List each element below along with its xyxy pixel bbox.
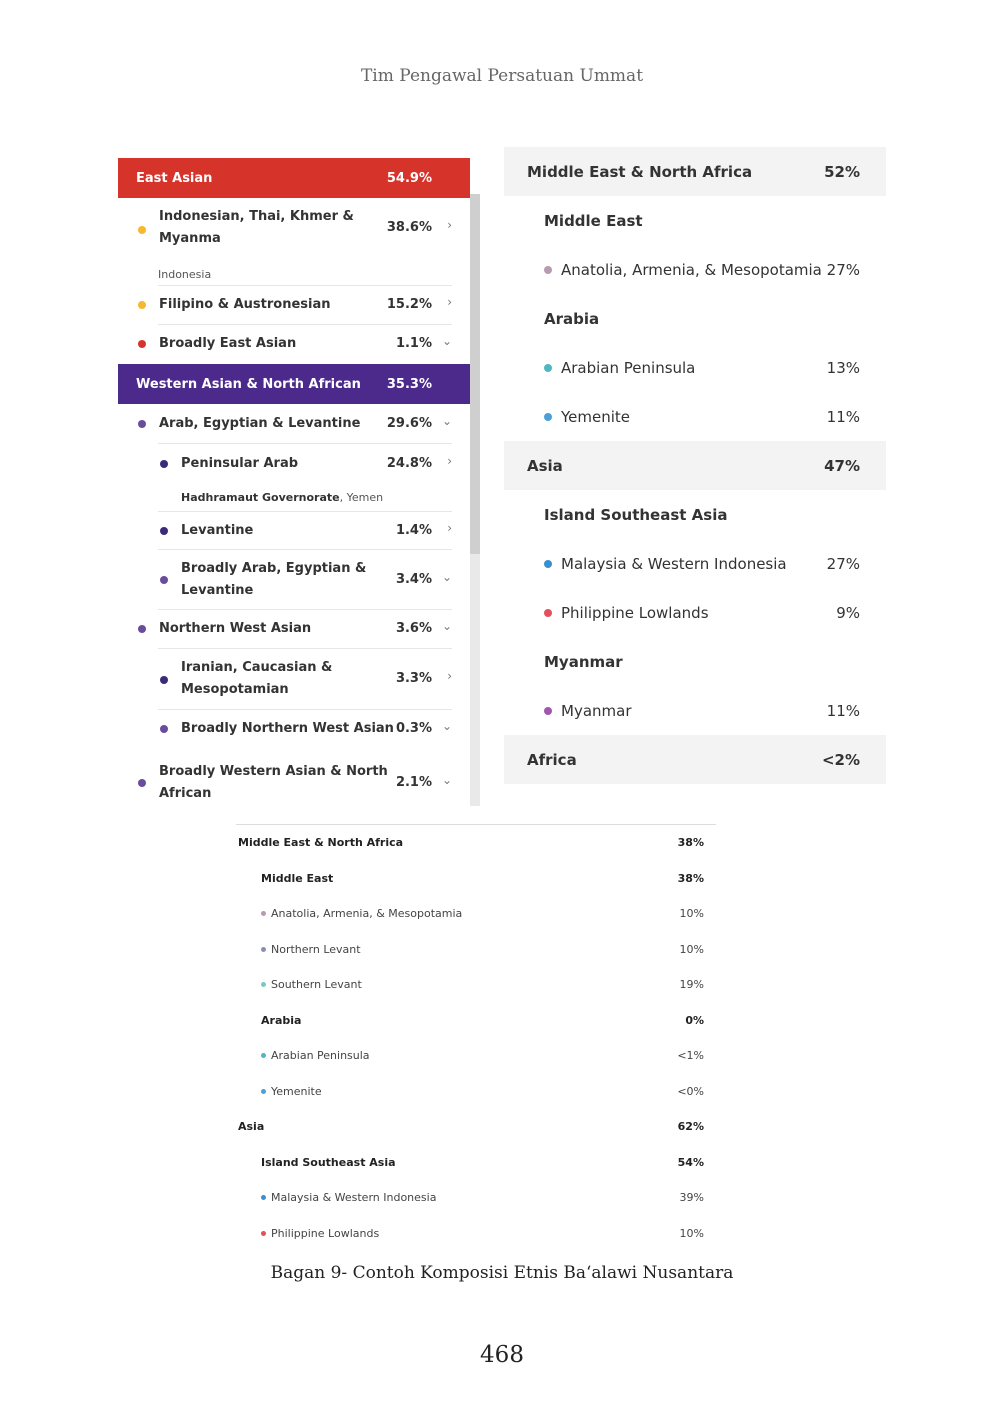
subregion-pct: 38% xyxy=(677,871,704,885)
ancestry-breakdown-panel xyxy=(108,152,484,806)
row-label: Northern West Asian xyxy=(159,621,312,636)
purple-dot-icon xyxy=(138,625,146,633)
population-label: Malaysia & Western Indonesia xyxy=(561,554,787,573)
subregion-row xyxy=(504,637,886,686)
subregion-row xyxy=(236,1003,716,1039)
running-header: Tim Pengawal Persatuan Ummat xyxy=(360,66,644,86)
region-label: Africa xyxy=(527,750,577,769)
population-row xyxy=(236,1038,716,1074)
population-pct: 10% xyxy=(679,942,704,956)
population-row xyxy=(504,539,886,588)
population-label: Anatolia, Armenia, & Mesopotamia xyxy=(271,907,463,921)
subregion-label: Middle East xyxy=(544,211,643,230)
subregion-label: Island Southeast Asia xyxy=(544,505,728,524)
population-pct: 10% xyxy=(679,1226,704,1240)
population-row xyxy=(504,392,886,441)
population-label: Southern Levant xyxy=(271,978,362,992)
list-item[interactable] xyxy=(118,610,470,649)
row-label: Broadly Western Asian & North African xyxy=(159,764,388,801)
region-pct: 38% xyxy=(677,836,704,850)
subregion-label: Myanmar xyxy=(544,652,623,671)
population-label: Philippine Lowlands xyxy=(561,603,709,622)
population-label: Northern Levant xyxy=(271,942,361,956)
row-label: Levantine xyxy=(181,523,254,538)
population-label: Myanmar xyxy=(561,701,632,720)
list-item[interactable] xyxy=(118,325,470,364)
population-row xyxy=(236,1074,716,1110)
region-pct: 47% xyxy=(824,456,860,475)
region-row xyxy=(504,441,886,490)
indigo-dot-icon xyxy=(160,460,168,468)
mauve-dot-icon xyxy=(544,266,552,274)
population-pct: 9% xyxy=(836,603,860,622)
list-item[interactable] xyxy=(118,749,470,806)
population-pct: 27% xyxy=(826,260,860,279)
population-pct: 27% xyxy=(826,554,860,573)
region-label: Middle East & North Africa xyxy=(527,162,753,181)
population-row xyxy=(236,967,716,1003)
blue-dot-icon xyxy=(261,1089,266,1094)
row-note xyxy=(118,482,470,512)
region-label: Asia xyxy=(238,1120,265,1134)
purple-dot-icon xyxy=(160,576,168,584)
population-pct: 11% xyxy=(826,701,860,720)
subregion-pct: 0% xyxy=(685,1013,704,1027)
population-row xyxy=(236,932,716,968)
row-label: Peninsular Arab xyxy=(181,456,299,471)
subregion-label: Arabia xyxy=(544,309,600,328)
blue-dot-icon xyxy=(544,560,552,568)
population-row xyxy=(504,343,886,392)
western-asian-pct: 35.3% xyxy=(386,376,432,392)
population-row xyxy=(504,245,886,294)
subregion-row xyxy=(504,294,886,343)
population-row xyxy=(236,1216,716,1252)
purple-dot-icon xyxy=(160,725,168,733)
subregion-label: Middle East xyxy=(261,871,334,885)
east-asian-label: East Asian xyxy=(136,170,213,186)
population-label: Philippine Lowlands xyxy=(271,1226,380,1240)
region-row xyxy=(504,147,886,196)
slate-dot-icon xyxy=(261,947,266,952)
population-label: Malaysia & Western Indonesia xyxy=(271,1191,437,1205)
red-dot-icon xyxy=(261,1231,266,1236)
population-pct: 10% xyxy=(679,907,704,921)
region-label: Asia xyxy=(527,456,563,475)
yellow-dot-icon xyxy=(138,301,146,309)
row-pct: 2.1% xyxy=(395,775,432,790)
chevron-right-icon[interactable]: › xyxy=(447,669,452,683)
row-pct: 3.6% xyxy=(395,621,432,636)
east-asian-header[interactable] xyxy=(118,158,470,198)
row-label: Broadly Arab, Egyptian & Levantine xyxy=(181,561,367,598)
population-pct: 11% xyxy=(826,407,860,426)
page-number: 468 xyxy=(480,1342,524,1368)
list-item[interactable] xyxy=(118,649,470,710)
region-row xyxy=(236,825,716,861)
row-label: Broadly East Asian xyxy=(159,336,297,351)
region-pct: 62% xyxy=(677,1120,704,1134)
row-pct: 3.3% xyxy=(395,671,432,686)
chevron-right-icon[interactable]: › xyxy=(447,295,452,309)
red-dot-icon xyxy=(544,609,552,617)
population-label: Arabian Peninsula xyxy=(271,1049,370,1063)
row-label: Iranian, Caucasian & Mesopotamian xyxy=(181,660,333,697)
population-row xyxy=(504,686,886,735)
subregion-label: Arabia xyxy=(261,1013,302,1027)
region-detail-table xyxy=(236,824,716,1253)
list-item[interactable] xyxy=(118,198,470,262)
row-label: Filipino & Austronesian xyxy=(159,297,331,312)
teal-dot-icon xyxy=(261,1053,266,1058)
chevron-down-icon[interactable]: ⌄ xyxy=(441,719,452,733)
row-pct: 1.1% xyxy=(395,336,432,351)
list-item[interactable] xyxy=(118,710,470,749)
subregion-row xyxy=(504,490,886,539)
region-pct: 52% xyxy=(824,162,860,181)
subregion-label: Island Southeast Asia xyxy=(261,1155,396,1169)
east-asian-pct: 54.9% xyxy=(386,170,432,186)
aqua-dot-icon xyxy=(261,982,266,987)
region-row xyxy=(236,1109,716,1145)
population-row xyxy=(236,896,716,932)
scrollbar-thumb[interactable] xyxy=(470,194,480,554)
note-text: Indonesia xyxy=(158,267,212,281)
list-item[interactable] xyxy=(118,550,470,610)
note-country: , Yemen xyxy=(339,490,384,504)
row-label: Indonesian, Thai, Khmer & Myanma xyxy=(159,209,354,246)
chevron-right-icon[interactable]: › xyxy=(447,218,452,232)
list-item[interactable] xyxy=(118,512,470,550)
indigo-dot-icon xyxy=(160,676,168,684)
row-pct: 1.4% xyxy=(395,523,432,538)
western-asian-label: Western Asian & North African xyxy=(136,376,361,392)
chevron-right-icon[interactable]: › xyxy=(447,454,452,468)
chevron-down-icon[interactable]: ⌄ xyxy=(441,414,452,428)
subregion-row xyxy=(236,861,716,897)
population-pct: 39% xyxy=(679,1191,704,1205)
purple-dot-icon xyxy=(138,779,146,787)
chevron-down-icon[interactable]: ⌄ xyxy=(441,619,452,633)
row-note xyxy=(118,262,470,286)
population-pct: 19% xyxy=(679,978,704,992)
row-pct: 3.4% xyxy=(395,572,432,587)
population-pct: 13% xyxy=(826,358,860,377)
row-label: Arab, Egyptian & Levantine xyxy=(159,416,361,431)
ancestry-list xyxy=(118,158,470,806)
red-dot-icon xyxy=(138,340,146,348)
population-pct: <1% xyxy=(677,1049,704,1063)
blue-dot-icon xyxy=(261,1195,266,1200)
purple-dot-icon xyxy=(544,707,552,715)
row-pct: 29.6% xyxy=(386,416,432,431)
yellow-dot-icon xyxy=(138,226,146,234)
region-row xyxy=(504,735,886,784)
subregion-row xyxy=(236,1145,716,1181)
row-pct: 0.3% xyxy=(395,721,432,736)
region-pct: <2% xyxy=(821,750,860,769)
indigo-dot-icon xyxy=(160,527,168,535)
chevron-down-icon[interactable]: ⌄ xyxy=(441,570,452,584)
population-pct: <0% xyxy=(677,1084,704,1098)
row-label: Broadly Northern West Asian xyxy=(181,721,394,736)
blue-dot-icon xyxy=(544,413,552,421)
purple-dot-icon xyxy=(138,420,146,428)
chevron-down-icon[interactable]: ⌄ xyxy=(441,773,452,787)
western-asian-header[interactable] xyxy=(118,364,470,404)
population-label: Yemenite xyxy=(561,407,631,426)
population-label: Yemenite xyxy=(271,1084,322,1098)
teal-dot-icon xyxy=(544,364,552,372)
list-item[interactable] xyxy=(118,444,470,482)
chevron-down-icon[interactable]: ⌄ xyxy=(441,334,452,348)
row-pct: 24.8% xyxy=(386,456,432,471)
population-row xyxy=(504,588,886,637)
row-pct: 15.2% xyxy=(386,297,432,312)
list-item[interactable] xyxy=(118,404,470,444)
list-item[interactable] xyxy=(118,286,470,325)
note-region: Hadhramaut Governorate xyxy=(181,490,340,504)
subregion-pct: 54% xyxy=(677,1155,704,1169)
figure-caption: Bagan 9- Contoh Komposisi Etnis Ba‘alawi Nusantara xyxy=(270,1263,734,1283)
region-label: Middle East & North Africa xyxy=(238,836,404,850)
row-pct: 38.6% xyxy=(386,220,432,235)
chevron-right-icon[interactable]: › xyxy=(447,521,452,535)
region-summary-panel xyxy=(504,147,886,787)
population-label: Anatolia, Armenia, & Mesopotamia xyxy=(561,260,822,279)
mauve-dot-icon xyxy=(261,911,266,916)
subregion-row xyxy=(504,196,886,245)
population-label: Arabian Peninsula xyxy=(561,358,696,377)
population-row xyxy=(236,1180,716,1216)
